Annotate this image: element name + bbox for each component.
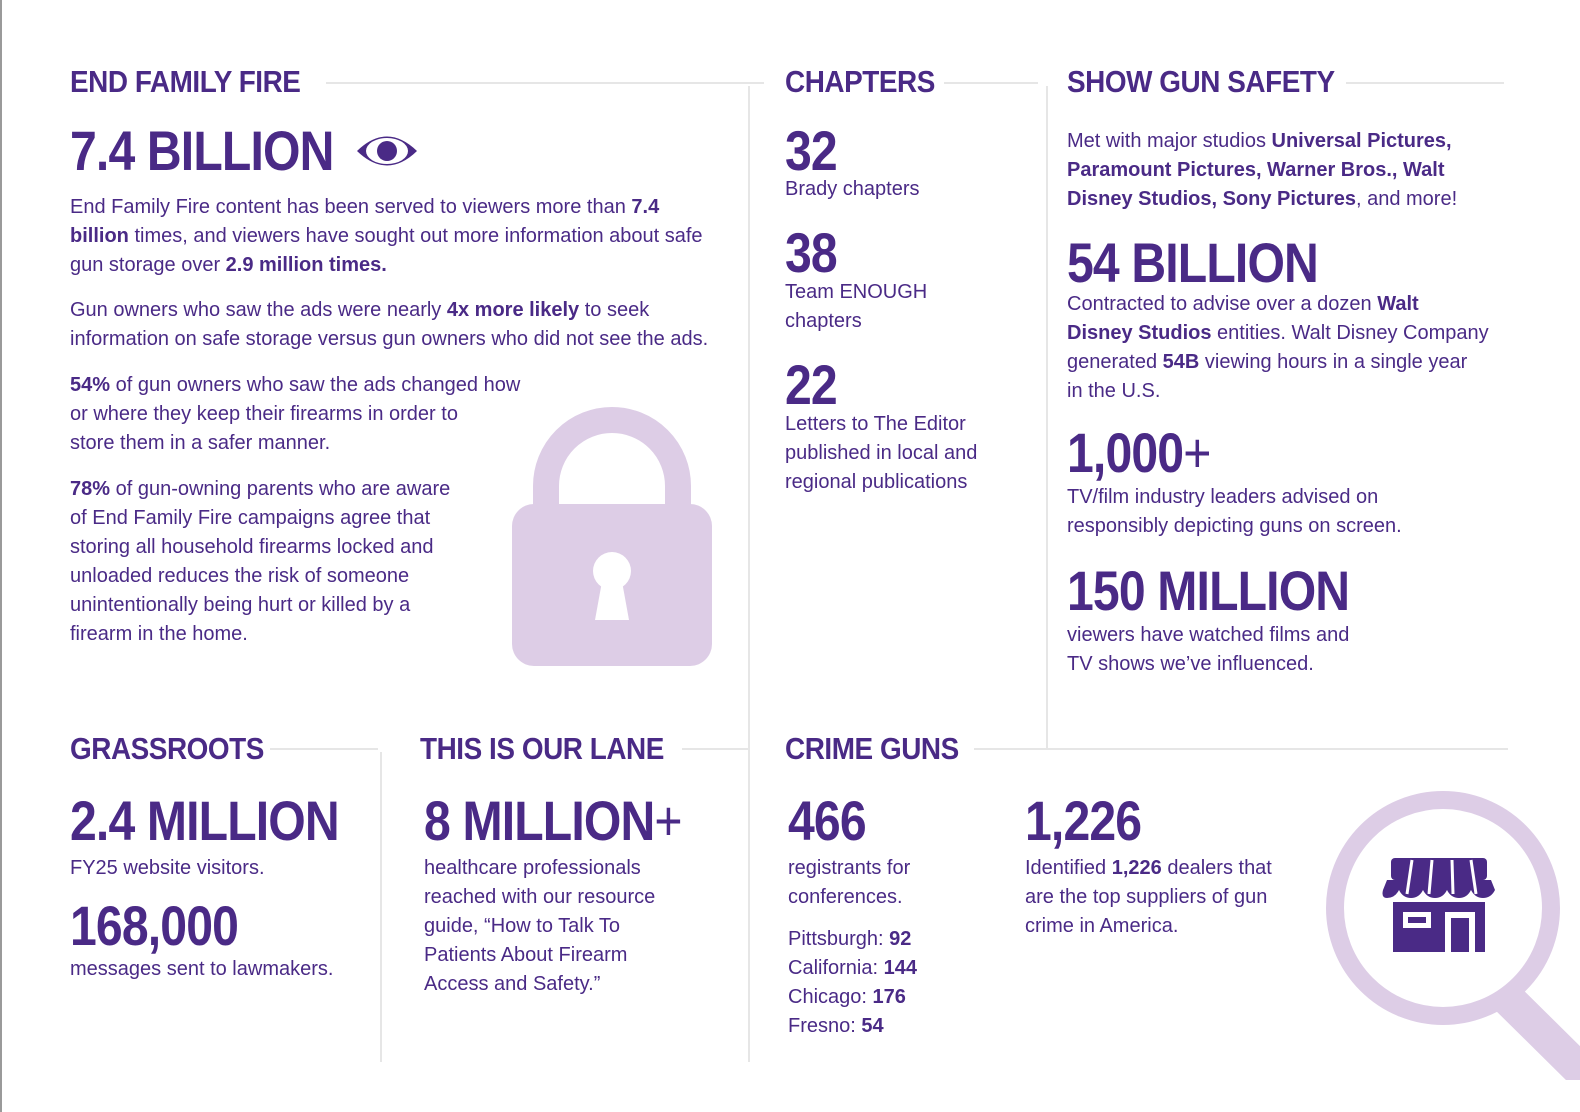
text: firearm in the home. — [70, 623, 248, 645]
text: crime in America. — [1025, 915, 1179, 937]
text: unintentionally being hurt or killed by a — [70, 594, 411, 616]
plus-sign: + — [1183, 421, 1211, 484]
text: published in local and — [785, 442, 978, 464]
text: Letters to The Editor — [785, 413, 966, 435]
text: Brady chapters — [785, 178, 920, 200]
stat-number: 2.4 MILLION — [70, 789, 339, 852]
section-heading: CHAPTERS — [785, 64, 935, 99]
column-divider — [748, 86, 750, 1062]
stat-caption — [424, 854, 655, 999]
text: times, and viewers have sought out more information about safe — [128, 225, 703, 247]
body-paragraph — [70, 475, 450, 649]
text: conferences. — [788, 886, 903, 908]
text: store them in a safer manner. — [70, 432, 331, 454]
stat-number: 168,000 — [70, 894, 239, 957]
text: registrants for — [788, 857, 911, 879]
stat-number: 466 — [788, 789, 866, 852]
text: information on safe storage versus gun owners who did not see the ads. — [70, 328, 709, 350]
text: messages sent to lawmakers. — [70, 958, 334, 980]
city-value: 54 — [861, 1015, 884, 1037]
city-value: 144 — [883, 957, 917, 979]
emphasis: Disney Studios, Sony Pictures — [1067, 188, 1356, 210]
text: Patients About Firearm — [424, 944, 628, 966]
list-item — [788, 983, 917, 1012]
text: responsibly depicting guns on screen. — [1067, 515, 1402, 537]
body-paragraph — [70, 193, 703, 280]
stat-caption — [788, 854, 910, 912]
text: Identified — [1025, 857, 1112, 879]
stat-number: 1,226 — [1025, 789, 1142, 852]
text: reached with our resource — [424, 886, 656, 908]
text: in the U.S. — [1067, 380, 1161, 402]
heading-rule — [974, 748, 1508, 750]
magnifier-storefront-icon — [1305, 790, 1580, 1080]
emphasis: 54B — [1162, 351, 1200, 373]
text: FY25 website visitors. — [70, 857, 265, 879]
padlock-icon — [510, 404, 714, 668]
stat-caption — [70, 854, 265, 883]
text: or where they keep their firearms in order to — [70, 403, 458, 425]
city-value: 176 — [872, 986, 906, 1008]
page-edge — [0, 0, 2, 1112]
emphasis: Walt — [1377, 293, 1419, 315]
heading-rule — [944, 82, 1038, 84]
plus-sign: + — [654, 789, 682, 852]
stat-number — [1067, 420, 1210, 485]
emphasis: Disney Studios — [1067, 322, 1212, 344]
emphasis: 4x more likely — [446, 299, 580, 321]
city-value: 92 — [889, 928, 912, 950]
text: generated — [1067, 351, 1163, 373]
text: to seek — [579, 299, 650, 321]
city-name: California: — [788, 957, 884, 979]
list-item — [788, 925, 917, 954]
stat-caption — [1067, 483, 1402, 541]
text: TV/film industry leaders advised on — [1067, 486, 1379, 508]
emphasis: 54% — [70, 374, 111, 396]
text: Team ENOUGH — [785, 281, 928, 303]
eye-icon — [355, 128, 419, 174]
column-divider — [1046, 86, 1048, 748]
emphasis: 1,226 — [1111, 857, 1162, 879]
text: viewers have watched films and — [1067, 624, 1350, 646]
text: of gun-owning parents who are aware — [110, 478, 451, 500]
text: of End Family Fire campaigns agree that — [70, 507, 431, 529]
text: entities. Walt Disney Company — [1211, 322, 1489, 344]
section-heading: THIS IS OUR LANE — [420, 731, 664, 766]
city-name: Fresno: — [788, 1015, 862, 1037]
emphasis: Universal Pictures, — [1271, 130, 1452, 152]
heading-rule — [270, 748, 378, 750]
stat-number: 54 BILLION — [1067, 231, 1318, 294]
text: guide, “How to Talk To — [424, 915, 621, 937]
emphasis: Paramount Pictures, Warner Bros., Walt — [1067, 159, 1445, 181]
stat-number: 22 — [785, 353, 837, 416]
text: , and more! — [1355, 188, 1458, 210]
stat-number: 150 MILLION — [1067, 559, 1350, 622]
stat-number: 32 — [785, 119, 837, 182]
emphasis: billion — [70, 225, 129, 247]
stat-number: 38 — [785, 221, 837, 284]
section-heading: CRIME GUNS — [785, 731, 959, 766]
text: chapters — [785, 310, 862, 332]
column-divider — [380, 752, 382, 1062]
text: of gun owners who saw the ads changed how — [110, 374, 521, 396]
section-heading: END FAMILY FIRE — [70, 64, 301, 99]
stat-caption — [1067, 290, 1489, 406]
heading-rule — [682, 748, 750, 750]
emphasis: 2.9 million times. — [225, 254, 387, 276]
text: viewing hours in a single year — [1199, 351, 1468, 373]
body-paragraph — [70, 296, 708, 354]
stat-number: 7.4 BILLION — [70, 119, 334, 182]
text: Met with major studios — [1067, 130, 1272, 152]
heading-rule — [1346, 82, 1504, 84]
stat-caption — [1025, 854, 1272, 941]
stat-value: 1,000 — [1067, 421, 1184, 484]
text: healthcare professionals — [424, 857, 641, 879]
stat-number — [424, 788, 682, 853]
body-paragraph — [70, 371, 520, 458]
text: Contracted to advise over a dozen — [1067, 293, 1378, 315]
list-item — [788, 954, 917, 983]
text: Gun owners who saw the ads were nearly — [70, 299, 447, 321]
city-list — [788, 925, 917, 1041]
list-item — [788, 1012, 917, 1041]
text: End Family Fire content has been served to viewers more than — [70, 196, 632, 218]
text: gun storage over — [70, 254, 226, 276]
text: TV shows we’ve influenced. — [1067, 653, 1314, 675]
text: unloaded reduces the risk of someone — [70, 565, 410, 587]
emphasis: 78% — [70, 478, 111, 500]
stat-caption — [785, 410, 977, 497]
text: dealers that — [1161, 857, 1272, 879]
stat-caption — [785, 278, 927, 336]
body-paragraph — [1067, 127, 1457, 214]
text: are the top suppliers of gun — [1025, 886, 1268, 908]
text: regional publications — [785, 471, 968, 493]
city-name: Chicago: — [788, 986, 873, 1008]
stat-caption — [70, 955, 333, 984]
stat-caption — [785, 175, 920, 204]
heading-rule — [326, 82, 764, 84]
stat-caption — [1067, 621, 1349, 679]
text: Access and Safety.” — [424, 973, 601, 995]
city-name: Pittsburgh: — [788, 928, 890, 950]
emphasis: 7.4 — [631, 196, 660, 218]
section-heading: SHOW GUN SAFETY — [1067, 64, 1335, 99]
section-heading: GRASSROOTS — [70, 731, 264, 766]
stat-value: 8 MILLION — [424, 789, 655, 852]
text: storing all household firearms locked and — [70, 536, 434, 558]
